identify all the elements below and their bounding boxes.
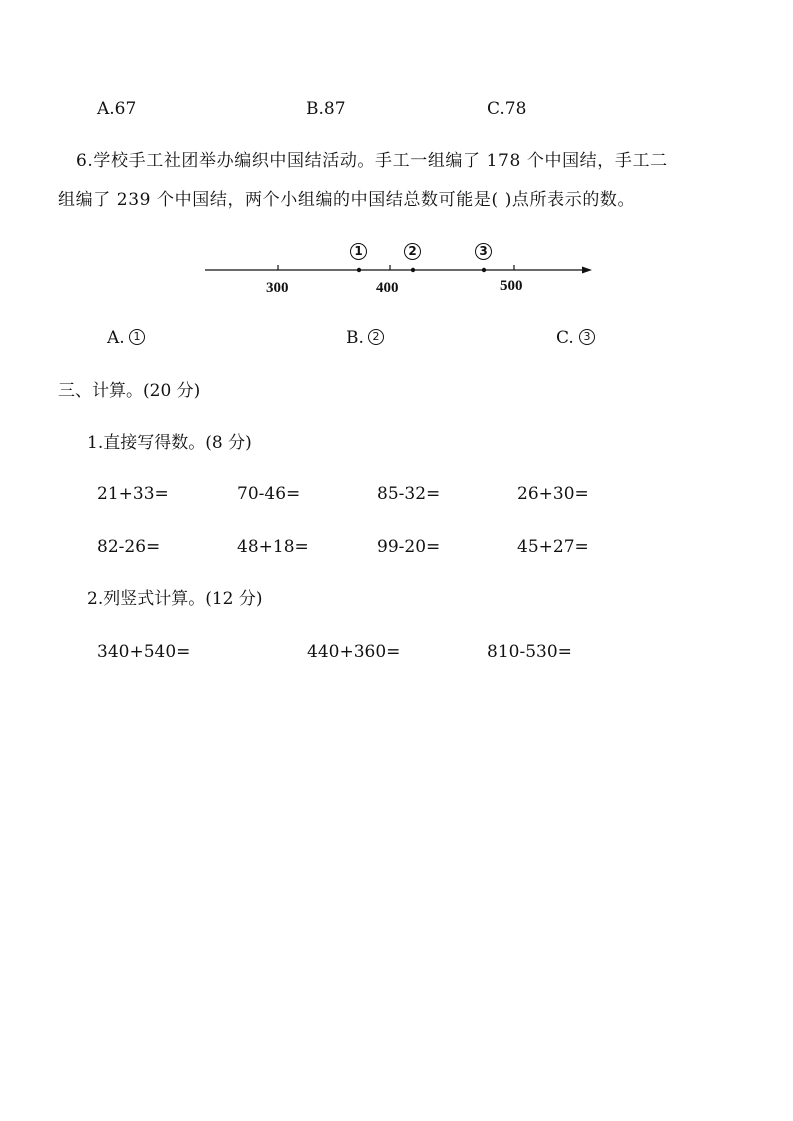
tick-label-300: 300 bbox=[266, 280, 289, 296]
option-a bbox=[107, 328, 125, 348]
option-c-mark: 3 bbox=[579, 329, 595, 345]
calc-item: 48+18= bbox=[237, 537, 309, 557]
vertical-calc-item: 440+360= bbox=[307, 642, 401, 662]
point-label-1: 1 bbox=[350, 243, 367, 260]
option-c-prefix: C. bbox=[556, 328, 574, 348]
option-a-prefix: A. bbox=[107, 328, 125, 348]
option-b-mark: 2 bbox=[368, 329, 384, 345]
question6-line2: 组编了 239 个中国结，两个小组编的中国结总数可能是( )点所表示的数。 bbox=[58, 190, 636, 210]
point-1 bbox=[357, 268, 361, 272]
option-c bbox=[556, 328, 574, 348]
point-2 bbox=[411, 268, 415, 272]
calc-item: 21+33= bbox=[97, 484, 169, 504]
tick-label-400: 400 bbox=[376, 280, 399, 296]
calc-item: 85-32= bbox=[377, 484, 441, 504]
calc-item: 82-26= bbox=[97, 537, 161, 557]
calc-item: 70-46= bbox=[237, 484, 301, 504]
number-line-arrow bbox=[582, 267, 592, 274]
vertical-calc-item: 810-530= bbox=[487, 642, 572, 662]
point-3 bbox=[482, 268, 486, 272]
tick-label-500: 500 bbox=[500, 278, 523, 294]
part1-title: 1.直接写得数。(8 分) bbox=[87, 433, 252, 453]
option-b-prefix: B. bbox=[346, 328, 364, 348]
section3-title: 三、计算。(20 分) bbox=[58, 381, 201, 401]
option-c-prev: C.78 bbox=[487, 99, 527, 119]
option-a-mark: 1 bbox=[129, 329, 145, 345]
point-label-2: 2 bbox=[404, 243, 421, 260]
calc-item: 99-20= bbox=[377, 537, 441, 557]
question6-line1: 6.学校手工社团举办编织中国结活动。手工一组编了 178 个中国结，手工二 bbox=[76, 151, 668, 171]
part2-title: 2.列竖式计算。(12 分) bbox=[87, 589, 263, 609]
calc-item: 45+27= bbox=[517, 537, 589, 557]
option-a-prev: A.67 bbox=[97, 99, 137, 119]
option-b bbox=[346, 328, 364, 348]
point-label-3: 3 bbox=[475, 243, 492, 260]
calc-item: 26+30= bbox=[517, 484, 589, 504]
vertical-calc-item: 340+540= bbox=[97, 642, 191, 662]
option-b-prev: B.87 bbox=[306, 99, 346, 119]
